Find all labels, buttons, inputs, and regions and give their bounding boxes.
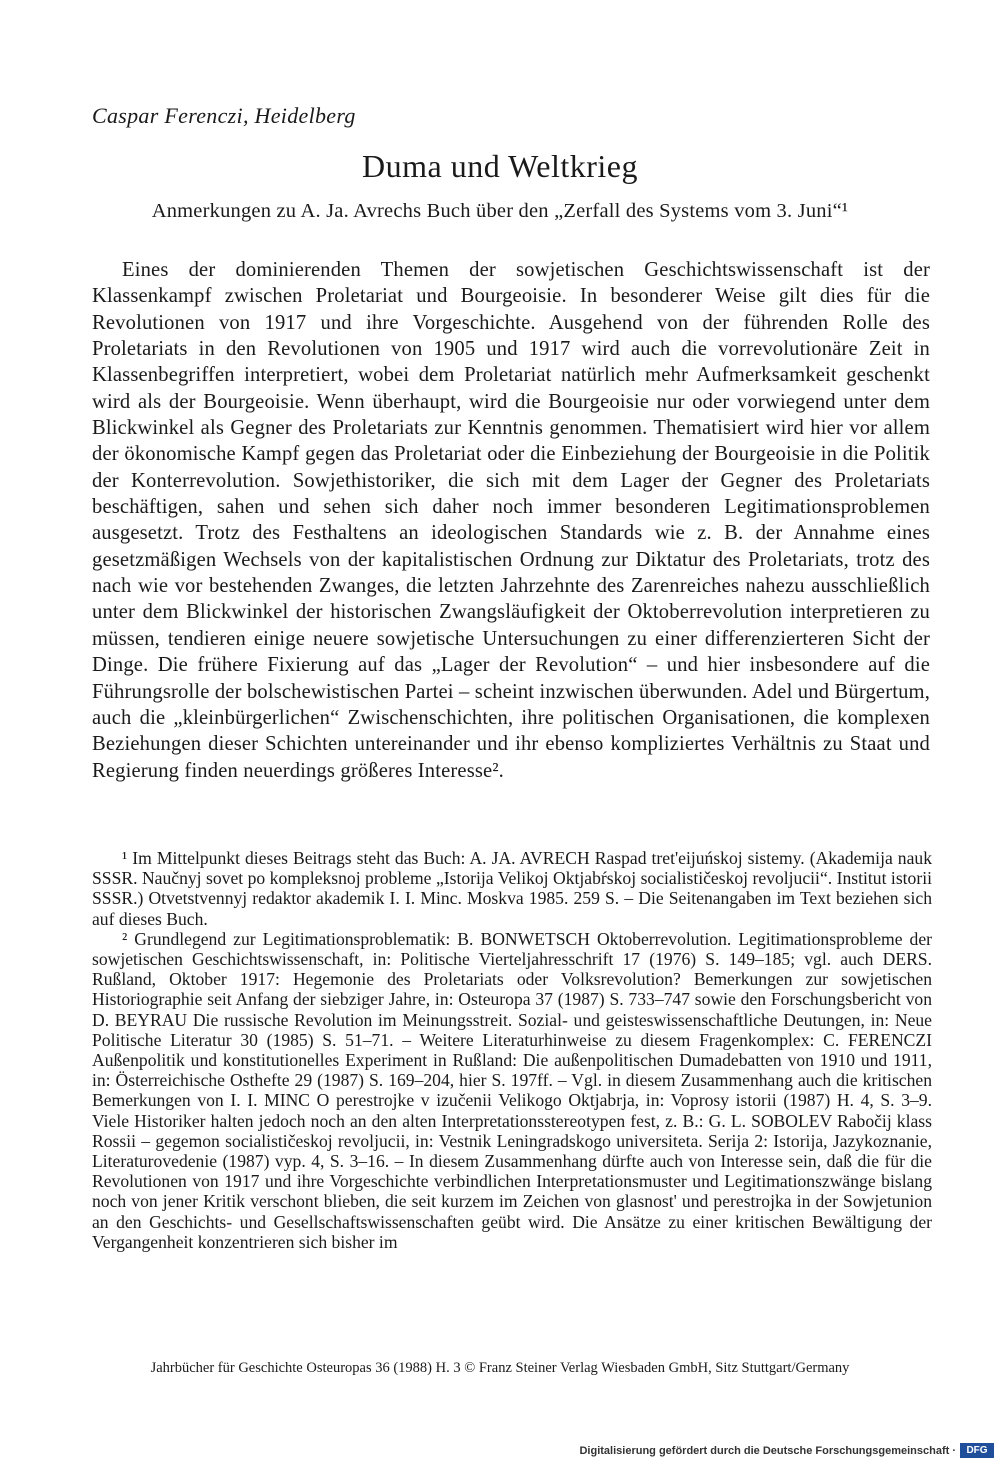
footnotes (92, 848, 932, 1252)
dfg-logo: DFG (960, 1443, 994, 1458)
journal-footer: Jahrbücher für Geschichte Osteuropas 36 (1988) H. 3 © Franz Steiner Verlag Wiesbaden GmbH, Sitz Stuttgart/Germany (150, 1360, 850, 1376)
author-line: Caspar Ferenczi, Heidelberg (92, 103, 356, 128)
body-paragraph: Eines der dominierenden Themen der sowjetischen Geschichtswissenschaft ist der Klassenkampf zwischen Proletariat und Bourgeoisie. In besonderer Weise gilt dies für die Revolutionen von 1917 und ihre Vorgeschichte. Ausgehend von der führenden Rolle des Proletariats in den Revolutionen von 1905 und 1917 wird auch die vorrevolutionäre Zeit in Klassenbegriffen interpretiert, wobei dem Proletariat natürlich mehr Aufmerksamkeit geschenkt wird als der Bourgeoisie. Wenn überhaupt, wird die Bourgeoisie nur oder vorwiegend unter dem Blickwinkel als Gegner des Proletariats zur Kenntnis genommen. Thematisiert wird hier vor allem der ökonomische Kampf gegen das Proletariat oder die Einbeziehung der Bourgeoisie in die Politik der Konterrevolution. Sowjethistoriker, die sich mit dem Lager der Gegner des Proletariats beschäftigen, sahen und sehen sich daher noch immer besonderen Legitimationsproblemen ausgesetzt. Trotz des Festhaltens an ideologischen Standards wie z. B. der Annahme eines gesetzmäßigen Wechsels von der kapitalistischen Ordnung zur Diktatur des Proletariats, trotz des nach wie vor bestehenden Zwanges, die letzten Jahrzehnte des Zarenreiches nahezu ausschließlich unter dem Blickwinkel der historischen Zwangsläufigkeit der Oktoberrevolution interpretieren zu müssen, tendieren einige neuere sowjetische Untersuchungen zu einer differenzierteren Sicht der Dinge. Die frühere Fixierung auf das „Lager der Revolution“ – und hier insbesondere auf die Führungsrolle der bolschewistischen Partei – scheint inzwischen überwunden. Adel und Bürgertum, auch die „kleinbürgerlichen“ Zwischenschichten, ihre politischen Organisationen, die komplexen Beziehungen dieser Schichten untereinander und ihr ebenso kompliziertes Verhältnis zu Staat und Regierung finden neuerdings größeres Interesse². (92, 259, 930, 782)
article-subtitle: Anmerkungen zu A. Ja. Avrechs Buch über den „Zerfall des Systems vom 3. Juni“¹ (151, 200, 849, 222)
digitization-note: Digitalisierung gefördert durch die Deutsche Forschungsgemeinschaft · (579, 1445, 956, 1457)
footnote-1: ¹ Im Mittelpunkt dieses Beitrags steht das Buch: A. JA. AVRECH Raspad tret'eijuńskoj sistemy. (Akademija nauk SSSR. Naučnyj sovet po kompleksnoj probleme „Istorija Velikoj Oktjabŕskoj socialističeskoj revoljucii“. Institut istorii SSSR.) Otvetstvennyj redaktor akademik I. I. Minc. Moskva 1985. 259 S. – Die Seitenangaben im Text beziehen sich auf dieses Buch. (92, 848, 932, 929)
footnote-2: ² Grundlegend zur Legitimationsproblematik: B. BONWETSCH Oktoberrevolution. Legitimationsprobleme der sowjetischen Geschichtswissenschaft, in: Politische Vierteljahresschrift 17 (1976) S. 149–185; vgl. auch DERS. Rußland, Oktober 1917: Hegemonie des Proletariats oder Volksrevolution? Bemerkungen zur sowjetischen Historiographie seit Anfang der siebziger Jahre, in: Osteuropa 37 (1987) S. 733–747 sowie den Forschungsbericht von D. BEYRAU Die russische Revolution im Meinungsstreit. Sozial- und geisteswissenschaftliche Deutungen, in: Neue Politische Literatur 30 (1985) S. 51–71. – Weitere Literaturhinweise zu diesem Fragenkomplex: C. FERENCZI Außenpolitik und konstitutionelles Experiment in Rußland: Die außenpolitischen Dumadebatten von 1910 und 1911, in: Österreichische Osthefte 29 (1987) S. 169–204, hier S. 197ff. – Vgl. in diesem Zusammenhang auch die kritischen Bemerkungen von I. I. MINC O perestrojke v izučenii Velikogo Oktjabrja, in: Voprosy istorii (1987) H. 4, S. 3–9. Viele Historiker halten jedoch noch an den alten Interpretationsstereotypen fest, z. B.: G. L. SOBOLEV Rabočij klass Rossii – gegemon socialističeskoj revoljucii, in: Vestnik Leningradskogo universiteta. Serija 2: Istorija, Jazykoznanie, Literaturovedenie (1987) vyp. 4, S. 3–16. – In diesem Zusammenhang dürfte auch von Interesse sein, daß die für die Revolutionen von 1917 und ihre Vorgeschichte verbindlichen Interpretationsmuster und Legitimationszwänge bislang noch von jener Kritik verschont blieben, die seit kurzem im Zeichen von glasnost' und perestrojka in der Sowjetunion an den Geschichts- und Gesellschaftswissenschaften geübt wird. Die Ansätze zu einer kritischen Bewältigung der Vergangenheit konzentrieren sich bisher im (92, 928, 932, 1252)
article-title: Duma und Weltkrieg (362, 148, 638, 184)
